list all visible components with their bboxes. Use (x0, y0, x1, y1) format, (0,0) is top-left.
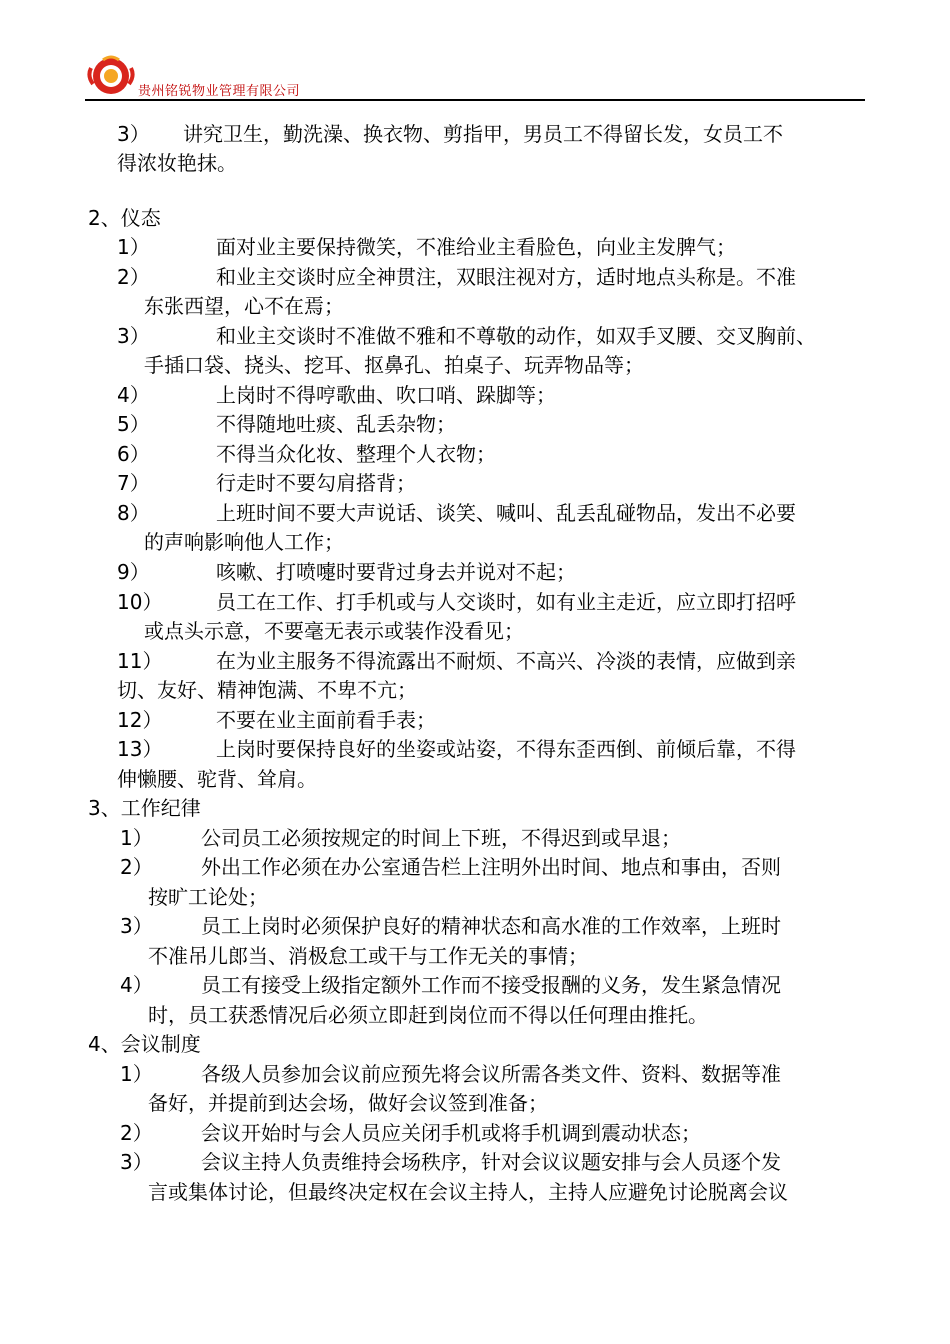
item-text: 员工上岗时必须保护良好的精神状态和高水准的工作效率，上班时 (201, 914, 781, 938)
list-item-continuation: 按旷工论处； (148, 885, 268, 909)
list-item-continuation: 切、友好、精神饱满、不卑不亢； (117, 678, 417, 702)
item-text: 外出工作必须在办公室通告栏上注明外出时间、地点和事由，否则 (201, 855, 781, 879)
list-item-continuation: 不准吊儿郎当、消极怠工或干与工作无关的事情； (148, 944, 588, 968)
list-item (117, 440, 496, 469)
list-item (120, 971, 781, 1000)
list-item (117, 263, 796, 292)
item-number: 4） (120, 973, 153, 997)
list-item (120, 853, 781, 882)
item-number: 3） (120, 1150, 153, 1174)
item-number: 8） (117, 501, 150, 525)
item-number: 2） (120, 1121, 153, 1145)
item-text: 不要在业主面前看手表； (216, 708, 436, 732)
list-item (117, 120, 783, 149)
list-item (117, 233, 736, 262)
list-item (117, 647, 796, 676)
item-number: 2） (117, 265, 150, 289)
list-item-continuation: 东张西望，心不在焉； (144, 294, 344, 318)
item-number: 4） (117, 383, 150, 407)
list-item (120, 1148, 781, 1177)
item-number: 3） (117, 324, 150, 348)
list-item (117, 558, 576, 587)
item-text: 各级人员参加会议前应预先将会议所需各类文件、资料、数据等准 (201, 1062, 781, 1086)
item-text: 和业主交谈时不准做不雅和不尊敬的动作，如双手叉腰、交叉胸前、 (216, 324, 816, 348)
item-text: 公司员工必须按规定的时间上下班，不得迟到或早退； (201, 826, 681, 850)
item-number: 5） (117, 412, 150, 436)
item-text: 在为业主服务不得流露出不耐烦、不高兴、冷淡的表情，应做到亲 (216, 649, 796, 673)
list-item (117, 588, 796, 617)
item-number: 3） (117, 122, 150, 146)
list-item-continuation: 手插口袋、挠头、挖耳、抠鼻孔、拍桌子、玩弄物品等； (144, 353, 644, 377)
item-text: 讲究卫生，勤洗澡、换衣物、剪指甲，男员工不得留长发，女员工不 (183, 122, 783, 146)
item-text: 上岗时不得哼歌曲、吹口哨、跺脚等； (216, 383, 556, 407)
item-number: 13） (117, 737, 163, 761)
list-item (120, 1119, 701, 1148)
item-text: 上岗时要保持良好的坐姿或站姿，不得东歪西倒、前倾后靠，不得 (216, 737, 796, 761)
item-text: 不得随地吐痰、乱丢杂物； (216, 412, 456, 436)
list-item (117, 469, 416, 498)
list-item-continuation: 时，员工获悉情况后必须立即赶到岗位而不得以任何理由推托。 (148, 1003, 708, 1027)
item-number: 11） (117, 649, 163, 673)
list-item-continuation: 或点头示意，不要毫无表示或装作没看见； (144, 619, 524, 643)
list-item (117, 499, 796, 528)
item-text: 会议主持人负责维持会场秩序，针对会议议题安排与会人员逐个发 (201, 1150, 781, 1174)
item-text: 上班时间不要大声说话、谈笑、喊叫、乱丢乱碰物品，发出不必要 (216, 501, 796, 525)
item-text: 员工有接受上级指定额外工作而不接受报酬的义务，发生紧急情况 (201, 973, 781, 997)
item-text: 面对业主要保持微笑，不准给业主看脸色，向业主发脾气； (216, 235, 736, 259)
section-heading: 4、会议制度 (88, 1032, 201, 1056)
item-number: 1） (120, 826, 153, 850)
item-text: 会议开始时与会人员应关闭手机或将手机调到震动状态； (201, 1121, 701, 1145)
item-number: 9） (117, 560, 150, 584)
section-heading: 2、仪态 (88, 206, 161, 230)
item-number: 7） (117, 471, 150, 495)
list-item (120, 1060, 781, 1089)
item-text: 不得当众化妆、整理个人衣物； (216, 442, 496, 466)
item-number: 1） (117, 235, 150, 259)
list-item-continuation: 的声响影响他人工作； (144, 530, 344, 554)
item-number: 1） (120, 1062, 153, 1086)
list-item (117, 322, 816, 351)
list-item-continuation: 伸懒腰、驼背、耸肩。 (117, 767, 317, 791)
list-item (117, 735, 796, 764)
item-text: 咳嗽、打喷嚏时要背过身去并说对不起； (216, 560, 576, 584)
item-number: 12） (117, 708, 163, 732)
item-number: 3） (120, 914, 153, 938)
list-item-continuation: 言或集体讨论，但最终决定权在会议主持人，主持人应避免讨论脱离会议 (148, 1180, 788, 1204)
item-number: 6） (117, 442, 150, 466)
list-item (120, 912, 781, 941)
list-item (117, 381, 556, 410)
list-item (117, 706, 436, 735)
item-text: 行走时不要勾肩搭背； (216, 471, 416, 495)
list-item (117, 410, 456, 439)
item-number: 10） (117, 590, 163, 614)
item-text: 和业主交谈时应全神贯注，双眼注视对方，适时地点头称是。不准 (216, 265, 796, 289)
section-heading: 3、工作纪律 (88, 796, 201, 820)
company-name: 贵州铭锐物业管理有限公司 (138, 84, 301, 99)
list-item (120, 824, 681, 853)
list-item-continuation: 得浓妆艳抹。 (117, 151, 237, 175)
item-number: 2） (120, 855, 153, 879)
list-item-continuation: 备好，并提前到达会场，做好会议签到准备； (148, 1091, 548, 1115)
item-text: 员工在工作、打手机或与人交谈时，如有业主走近，应立即打招呼 (216, 590, 796, 614)
